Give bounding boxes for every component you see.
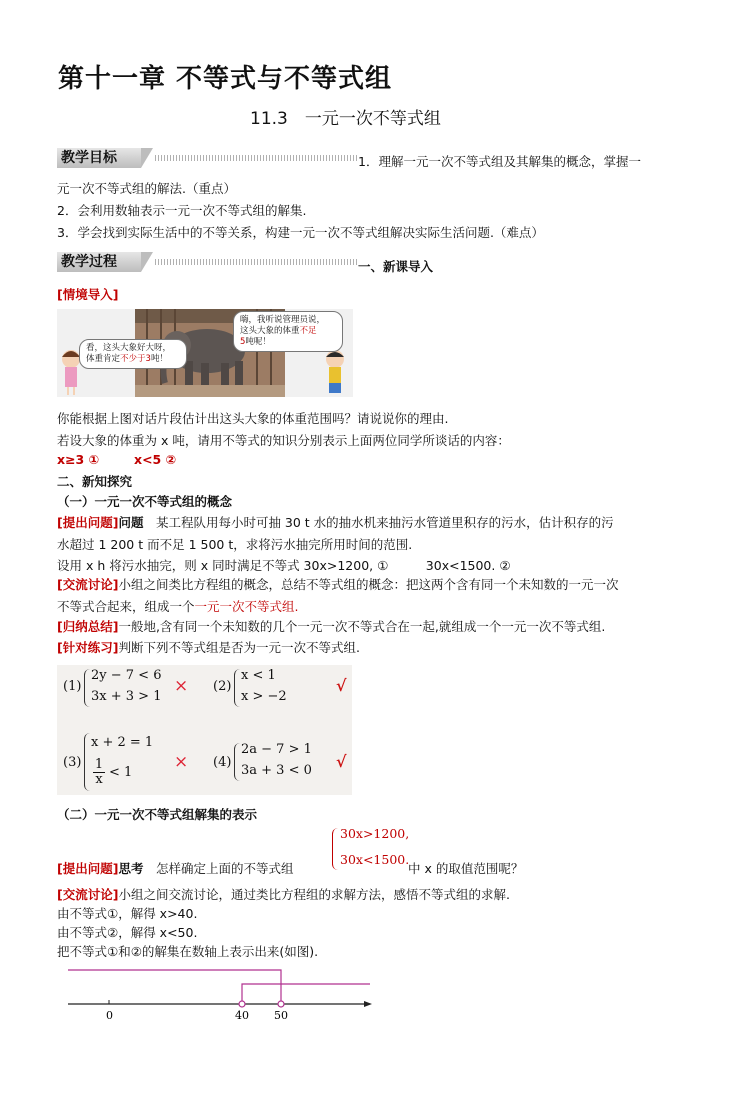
question-2: 若设大象的体重为 x 吨，请用不等式的知识分别表示上面两位同学所谈话的内容：	[57, 433, 510, 448]
goal-3: 3．学会找到实际生活中的不等关系，构建一元一次不等式组解决实际生活问题.（难点）	[57, 225, 544, 240]
problem-text-a: 某工程队用每小时可抽 30 t 水的抽水机来抽污水管道里积存的污水，估计积存的污	[143, 515, 614, 530]
subsection-1-heading: （一）一元一次不等式组的概念	[57, 494, 233, 509]
exercise-3-line2: < 1	[109, 765, 133, 780]
summary-tag: [归纳总结]	[57, 619, 119, 634]
plot-instruction: 把不等式①和②的解集在数轴上表示出来(如图).	[57, 944, 319, 959]
setup-text: 设用 x h 将污水抽完，则 x 同时满足不等式 30x>1200, ① 30x<1500. ②	[57, 558, 511, 573]
tick-label-0: 0	[106, 1009, 113, 1022]
solve-2: 由不等式②，解得 x<50.	[57, 925, 198, 940]
tick-label-50: 50	[274, 1009, 288, 1022]
think-tag: [提出问题]	[57, 861, 119, 876]
think-line-b: 中 x 的取值范围呢？	[408, 861, 524, 876]
inequality-system	[332, 826, 408, 872]
think-label: 思考	[118, 861, 144, 876]
brace-1	[84, 669, 91, 707]
process-label: 教学过程	[57, 252, 141, 272]
bubble-right-text: 这头大象的体重	[240, 326, 300, 336]
goal-2: 2．会利用数轴表示一元一次不等式组的解集.	[57, 203, 307, 218]
bubble-right-highlight: 不足	[299, 326, 317, 336]
process-header	[57, 252, 357, 272]
solution-x-lt-50	[68, 970, 281, 1004]
discuss-text-a: 小组之间类比方程组的概念，总结不等式组的概念：把这两个含有同一个未知数的一元一次	[118, 577, 619, 592]
discuss-line-1	[57, 575, 618, 593]
practice-text: 判断下列不等式组是否为一元一次不等式组.	[118, 640, 360, 655]
exercise-1-num: (1)	[63, 679, 82, 694]
summary-text: 一般地,含有同一个未知数的几个一元一次不等式合在一起,就组成一个一元一次不等式组.	[118, 619, 606, 634]
discuss2-text: 小组之间交流讨论，通过类比方程组的求解方法，感悟不等式组的求解.	[118, 887, 510, 902]
bubble-right-tail: 吨呢！	[245, 337, 271, 347]
exercise-4-num: (4)	[213, 755, 232, 770]
ask-tag: [提出问题]	[57, 515, 119, 530]
answer-2: x<5 ②	[134, 452, 177, 467]
goals-label: 教学目标	[57, 148, 141, 168]
fraction-denominator: x	[95, 772, 103, 787]
system-line-1: 30x>1200,	[340, 826, 410, 841]
think-text-a: 怎样确定上面的不等式组	[143, 861, 294, 876]
axis-arrow	[364, 1001, 372, 1007]
goal-1a: 1．理解一元一次不等式组及其解集的概念，掌握一	[358, 154, 641, 169]
solution-x-gt-40	[242, 984, 370, 1004]
situation-tag: [情境导入]	[57, 287, 119, 302]
exercise-2-line2: x > −2	[241, 689, 287, 704]
goal-1b: 元一次不等式组的解法.（重点）	[57, 181, 236, 196]
bubble-left-text: 体重肯定	[86, 354, 121, 364]
dotted-rule	[155, 155, 357, 161]
ask-question-label: 问题	[118, 515, 144, 530]
open-point-50	[278, 1001, 284, 1007]
brace-4	[234, 743, 241, 781]
exercise-1-line2: 3x + 3 > 1	[91, 689, 162, 704]
system-brace	[332, 828, 339, 870]
speech-bubble-right	[233, 311, 343, 352]
dotted-rule	[155, 259, 357, 265]
exercise-4-line1: 2a − 7 > 1	[241, 742, 312, 757]
question-1: 你能根据上图对话片段估计出这头大象的体重范围吗？请说说你的理由.	[57, 411, 449, 426]
fraction-numerator: 1	[94, 757, 104, 772]
section-title: 11.3 一元一次不等式组	[250, 109, 441, 129]
bubble-left-tail: 吨！	[150, 354, 168, 364]
number-line	[60, 962, 380, 1024]
open-point-40	[239, 1001, 245, 1007]
exercise-3-num: (3)	[63, 755, 82, 770]
exercise-2-line1: x < 1	[241, 668, 276, 683]
exercise-3-line1: x + 2 = 1	[91, 735, 154, 750]
exercise-box	[57, 665, 352, 795]
elephant-illustration	[57, 309, 353, 397]
new-intro-heading: 一、新课导入	[358, 259, 434, 274]
brace-3	[84, 733, 91, 791]
exercise-1-line1: 2y − 7 < 6	[91, 668, 162, 683]
solve-1: 由不等式①，解得 x>40.	[57, 906, 198, 921]
practice-tag: [针对练习]	[57, 640, 119, 655]
exercise-1-mark: ×	[174, 676, 189, 696]
bubble-right-line1: 嗨，我听说管理员说，	[240, 315, 326, 325]
answer-1: x≥3 ①	[57, 452, 100, 467]
discuss-highlight: 一元一次不等式组.	[194, 599, 299, 614]
part-2-heading: 二、新知探究	[57, 474, 133, 489]
exercise-4-line2: 3a + 3 < 0	[241, 763, 312, 778]
problem-line-1	[57, 513, 614, 531]
subsection-2-heading: （二）一元一次不等式组解集的表示	[57, 807, 258, 822]
discuss-line-2	[57, 597, 299, 615]
discuss-tag: [交流讨论]	[57, 577, 119, 592]
discuss2-tag: [交流讨论]	[57, 887, 119, 902]
system-line-2: 30x<1500.	[340, 852, 410, 867]
exercise-2-mark: √	[336, 676, 347, 695]
exercise-3-fraction	[93, 758, 105, 787]
exercise-2-num: (2)	[213, 679, 232, 694]
discuss-text-b: 不等式合起来，组成一个	[57, 599, 195, 614]
tick-label-40: 40	[235, 1009, 249, 1022]
goals-header	[57, 148, 357, 168]
bubble-left-line1: 看，这头大象好大呀，	[86, 343, 172, 353]
think-line-a	[57, 859, 293, 877]
bubble-left-highlight: 不少于3	[120, 354, 151, 364]
bubble-right-number: 5	[240, 337, 246, 347]
speech-bubble-left	[79, 339, 187, 369]
exercise-4-mark: √	[336, 752, 347, 771]
exercise-3-mark: ×	[174, 752, 189, 772]
brace-2	[234, 669, 241, 707]
summary-line	[57, 617, 605, 635]
problem-line-2: 水超过 1 200 t 而不足 1 500 t，求将污水抽完所用时间的范围.	[57, 537, 413, 552]
practice-line	[57, 638, 360, 656]
discuss2-line	[57, 885, 510, 903]
chapter-title: 第十一章 不等式与不等式组	[58, 64, 393, 94]
